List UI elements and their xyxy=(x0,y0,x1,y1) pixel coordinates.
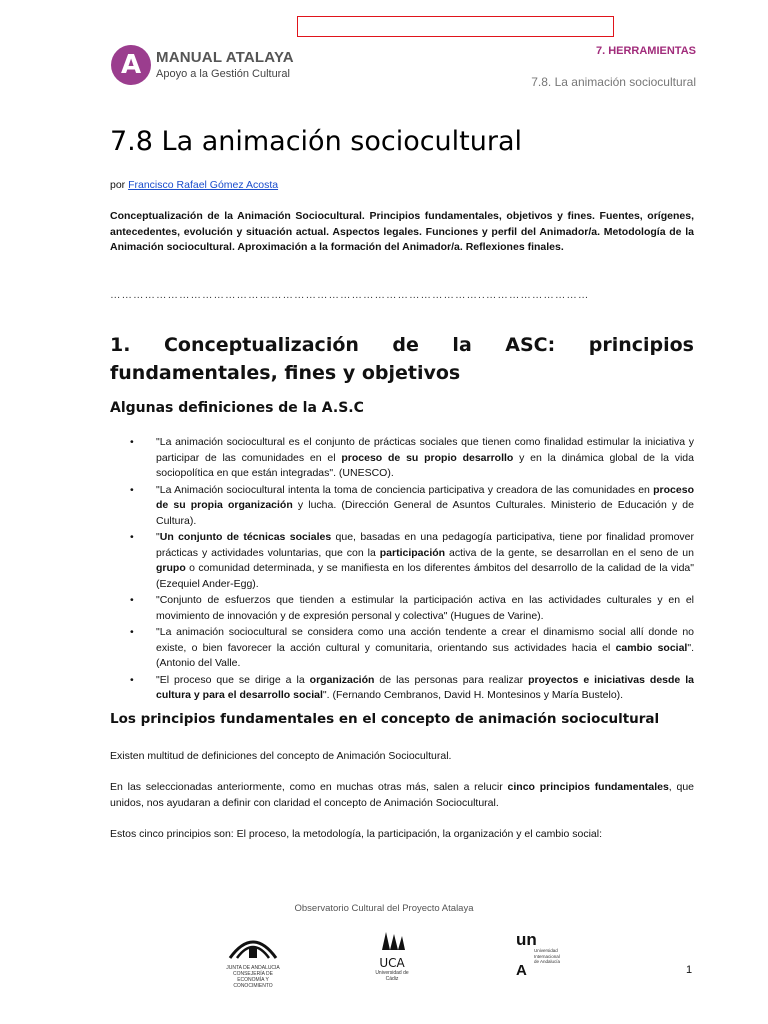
list-item: • "El proceso que se dirige a la organización de las personas para realizar proyectos e iniciativas desde la cultura y para el desarrollo social". (Fernando Cembranos, David H. Montesinos y María Bustelo). xyxy=(110,673,694,704)
unia-text: un xyxy=(516,930,537,949)
author-prefix: por xyxy=(110,179,129,191)
paragraph-3: Estos cinco principios son: El proceso, la metodología, la participación, la organización y el cambio social: xyxy=(110,828,603,840)
author-link[interactable]: Francisco Rafael Gómez Acosta xyxy=(128,179,279,191)
list-item: • "Conjunto de esfuerzos que tienden a estimular la participación activa en las actividades culturales y en el movimiento de innovación y de expresión personal y colectiva" (Hugues de Varine). xyxy=(110,593,694,624)
section-label: 7. HERRAMIENTAS xyxy=(595,45,696,57)
list-item: • "La animación sociocultural es el conjunto de prácticas sociales que tienen como finalidad estimular la iniciativa y participar de las comunidades en el proceso de su propio desarrollo y en la dinámica global de la vida sociopolítica en que están integradas". (UNESCO). xyxy=(110,435,694,482)
separator: ……………………………………………………………………………………..……………………… xyxy=(110,289,590,301)
list-item: • "La animación sociocultural se considera como una acción tendente a crear el dinamismo social allí donde no existe, o bien favorecer la acción cultural y comunitaria, orientando sus actividades hacia el cambio social". (Antonio del Valle. xyxy=(110,625,694,672)
unia-letter: A xyxy=(516,962,527,979)
section-heading: 1. Conceptualización de la ASC: principios fundamentales, fines y objetivos xyxy=(110,334,694,384)
junta-andalucia-logo xyxy=(222,932,284,989)
junta-text: JUNTA DE ANDALUCIA xyxy=(226,965,280,971)
definitions-heading: Algunas definiciones de la A.S.C xyxy=(110,400,364,416)
brand-name: MANUAL ATALAYA xyxy=(156,49,294,66)
paragraph-2: En las seleccionadas anteriormente, como en muchas otras más, salen a relucir cinco principios fundamentales, que unidos, nos ayudaran a definir con claridad el concepto de Animación Sociocultural. xyxy=(110,781,695,809)
unia-logo xyxy=(516,932,566,980)
brand-subtitle: Apoyo a la Gestión Cultural xyxy=(156,68,290,80)
uca-subtext: Universidad de Cádiz xyxy=(375,970,409,982)
abstract: Conceptualización de la Animación Sociocultural. Principios fundamentales, objetivos y fines. Fuentes, orígenes, antecedentes, evolución y situación actual. Aspectos legales. Funciones y perfil del Animador/a. Metodología de la Animación sociocultural. Aproximación a la formación del Animador/a. Reflexiones finales. xyxy=(110,210,694,253)
page-number: 1 xyxy=(686,964,693,976)
paragraph-1: Existen multitud de definiciones del concepto de Animación Sociocultural. xyxy=(110,750,452,762)
subsection-label: 7.8. La animación sociocultural xyxy=(531,75,696,89)
atalaya-logo xyxy=(111,45,151,85)
definitions-list xyxy=(110,435,694,705)
junta-subtext: CONSEJERÍA DE ECONOMÍA Y CONOCIMIENTO xyxy=(232,971,273,989)
list-item: • "Un conjunto de técnicas sociales que, basadas en una pedagogía participativa, tiene por finalidad promover prácticas y actividades voluntarias, que con la participación activa de la gente, se desarrollan en el seno de un grupo o comunidad determinada, y se manifiesta en los diferentes ámbitos del desarrollo de la calidad de la vida" (Ezequiel Ander-Egg). xyxy=(110,530,694,592)
uca-logo xyxy=(372,930,412,982)
page-title: 7.8 La animación sociocultural xyxy=(110,126,523,157)
uca-text: UCA xyxy=(379,956,405,970)
footer-title: Observatorio Cultural del Proyecto Atalaya xyxy=(294,903,474,914)
principles-heading: Los principios fundamentales en el concepto de animación sociocultural xyxy=(110,711,660,727)
uca-emblem-icon xyxy=(372,930,412,952)
logo-letter: A xyxy=(120,50,142,80)
list-item: • "La Animación sociocultural intenta la toma de conciencia participativa y creadora de las comunidades en proceso de su propia organización y lucha. (Dirección General de Asuntos Culturales. Ministerio de Educación y de Cultura). xyxy=(110,483,694,530)
unia-subtext: Universidad Internacional de Andalucía xyxy=(534,948,561,964)
junta-emblem-icon xyxy=(222,932,284,960)
author-line xyxy=(110,179,278,191)
highlight-box xyxy=(297,16,614,37)
